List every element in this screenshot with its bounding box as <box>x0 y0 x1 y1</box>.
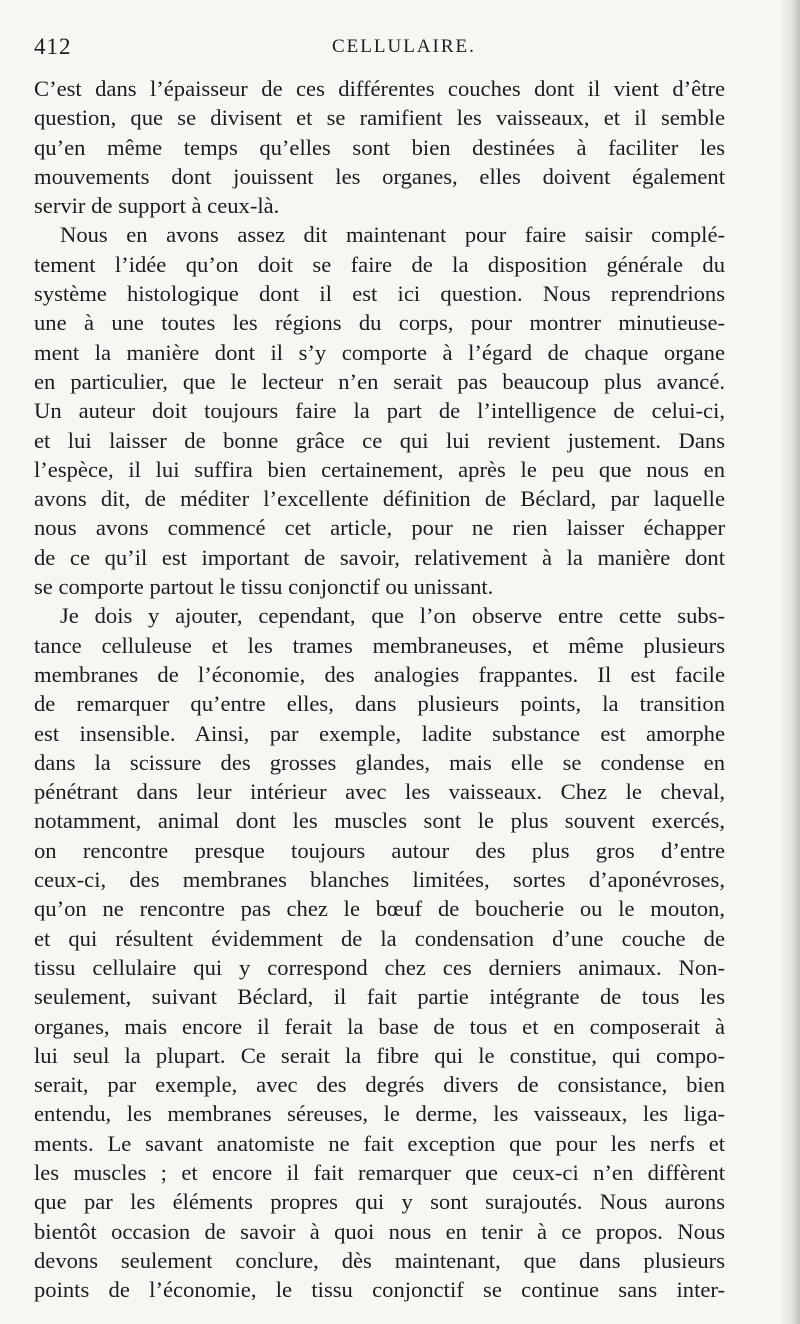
page-edge-shadow <box>778 0 800 1324</box>
running-title: CELLULAIRE. <box>332 36 476 57</box>
text-line: est insensible. Ainsi, par exemple, ladite substance est amorphe <box>34 720 725 746</box>
text-line: en particulier, que le lecteur n’en serait pas beaucoup plus avancé. <box>34 368 725 394</box>
text-line: de remarquer qu’entre elles, dans plusieurs points, la transition <box>34 691 725 717</box>
text-line: entendu, les membranes séreuses, le derme, les vaisseaux, les liga- <box>34 1101 725 1127</box>
text-line: de ce qu’il est important de savoir, relativement à la manière dont <box>34 544 725 570</box>
paragraph-1 <box>34 74 725 220</box>
text-line: Je dois y ajouter, cependant, que l’on observe entre cette subs- <box>60 603 725 629</box>
paragraph-2 <box>34 220 725 601</box>
text-line: notamment, animal dont les muscles sont le plus souvent exercés, <box>34 808 725 834</box>
text-line: bientôt occasion de savoir à quoi nous en tenir à ce propos. Nous <box>34 1218 725 1244</box>
text-line: on rencontre presque toujours autour des plus gros d’entre <box>34 837 725 863</box>
text-line: tissu cellulaire qui y correspond chez ces derniers animaux. Non- <box>34 954 725 980</box>
page-number: 412 <box>34 34 72 59</box>
text-line: et lui laisser de bonne grâce ce qui lui revient justement. Dans <box>34 427 725 453</box>
text-line: lui seul la plupart. Ce serait la fibre qui le constitue, qui compo- <box>34 1042 725 1068</box>
text-line: nous avons commencé cet article, pour ne rien laisser échapper <box>34 515 725 541</box>
text-line: seulement, suivant Béclard, il fait partie intégrante de tous les <box>34 984 725 1010</box>
paragraph-3 <box>34 601 725 1304</box>
text-line: qu’on ne rencontre pas chez le bœuf de boucherie ou le mouton, <box>34 896 725 922</box>
text-line: organes, mais encore il ferait la base de tous et en composerait à <box>34 1013 725 1039</box>
text-line: tement l’idée qu’on doit se faire de la disposition générale du <box>34 251 725 277</box>
text-line: les muscles ; et encore il fait remarquer que ceux-ci n’en diffèrent <box>34 1159 725 1185</box>
text-line: avons dit, de méditer l’excellente définition de Béclard, par laquelle <box>34 486 725 512</box>
text-line: système histologique dont il est ici question. Nous reprendrions <box>34 281 725 307</box>
text-line: se comporte partout le tissu conjonctif ou unissant. <box>34 574 494 600</box>
text-line: ceux-ci, des membranes blanches limitées, sortes d’aponévroses, <box>34 867 725 893</box>
text-line: ments. Le savant anatomiste ne fait exception que pour les nerfs et <box>34 1130 725 1156</box>
text-line: question, que se divisent et se ramifient les vaisseaux, et il semble <box>34 105 725 131</box>
running-head <box>34 34 740 66</box>
text-line: points de l’économie, le tissu conjonctif se continue sans inter- <box>34 1277 725 1303</box>
text-line: pénétrant dans leur intérieur avec les vaisseaux. Chez le cheval, <box>34 779 725 805</box>
text-line: servir de support à ceux-là. <box>34 193 280 219</box>
text-line: l’espèce, il lui suffira bien certainement, après le peu que nous en <box>34 456 725 482</box>
text-line: une à une toutes les régions du corps, pour montrer minutieuse- <box>34 310 725 336</box>
text-line: devons seulement conclure, dès maintenant, que dans plusieurs <box>34 1247 725 1273</box>
text-line: Un auteur doit toujours faire la part de l’intelligence de celui-ci, <box>34 398 725 424</box>
text-line: mouvements dont jouissent les organes, elles doivent également <box>34 163 725 189</box>
text-line: Nous en avons assez dit maintenant pour faire saisir complé- <box>60 222 725 248</box>
text-line: dans la scissure des grosses glandes, mais elle se condense en <box>34 749 725 775</box>
text-line: ment la manière dont il s’y comporte à l’égard de chaque organe <box>34 339 725 365</box>
text-line: et qui résultent évidemment de la condensation d’une couche de <box>34 925 725 951</box>
text-body <box>34 74 725 1304</box>
text-line: que par les éléments propres qui y sont surajoutés. Nous aurons <box>34 1189 725 1215</box>
text-line: serait, par exemple, avec des degrés divers de consistance, bien <box>34 1072 725 1098</box>
text-line: membranes de l’économie, des analogies frappantes. Il est facile <box>34 661 725 687</box>
text-line: tance celluleuse et les trames membraneuses, et même plusieurs <box>34 632 725 658</box>
text-line: qu’en même temps qu’elles sont bien destinées à faciliter les <box>34 134 725 160</box>
text-line: C’est dans l’épaisseur de ces différentes couches dont il vient d’être <box>34 76 725 101</box>
